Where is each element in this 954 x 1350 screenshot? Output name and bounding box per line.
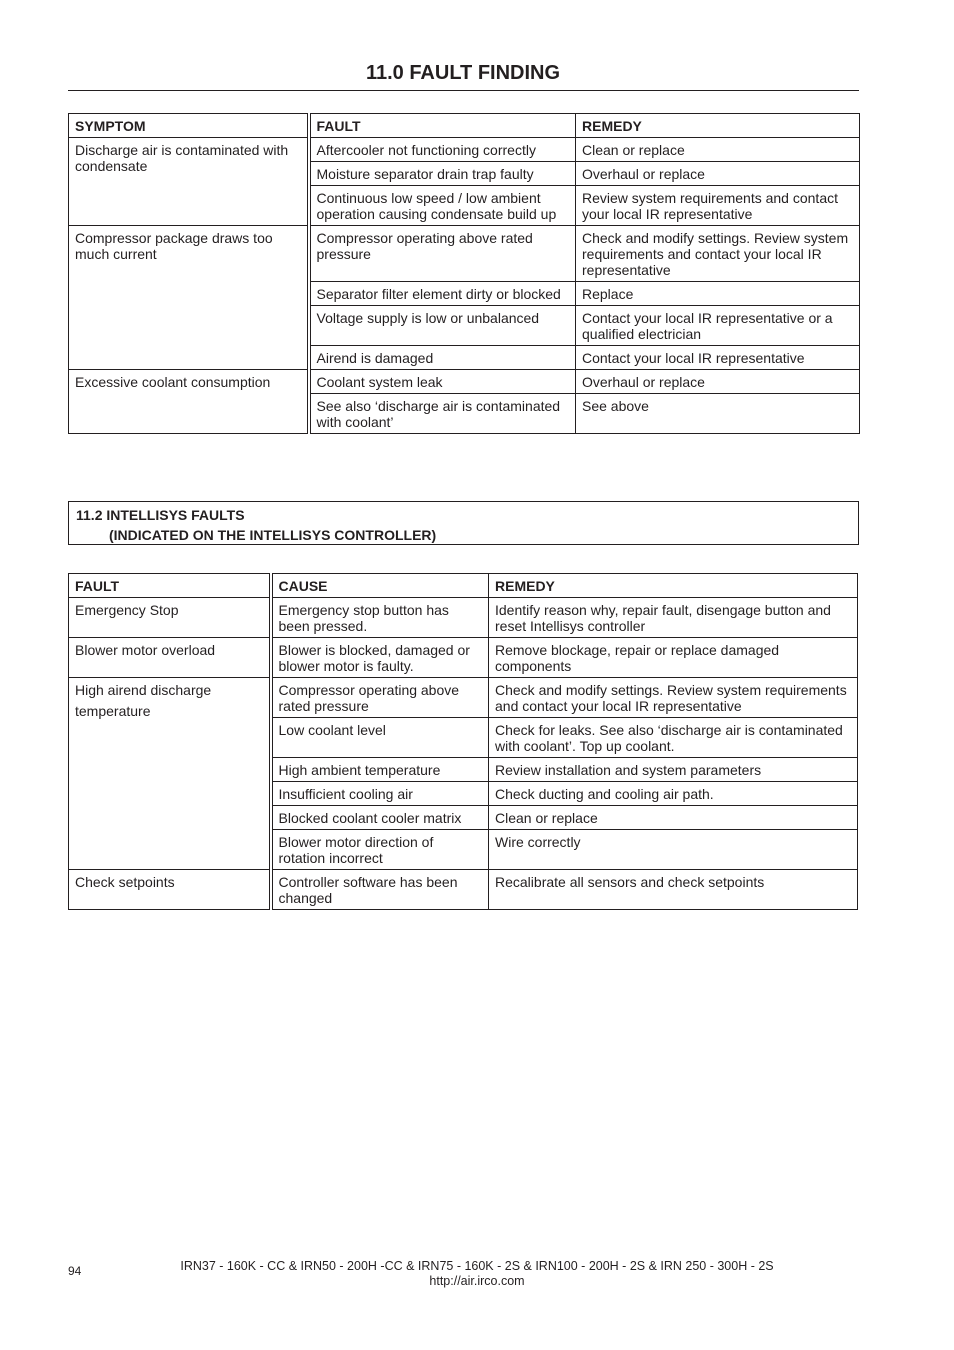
remedy-cell: Check ducting and cooling air path. <box>489 782 858 806</box>
symptom-cell: Compressor package draws too much current <box>69 226 309 370</box>
section-heading-line1: 11.2 INTELLISYS FAULTS <box>76 507 245 523</box>
page-title: 11.0 FAULT FINDING <box>365 62 561 84</box>
remedy-cell: Remove blockage, repair or replace damaged components <box>489 638 858 678</box>
remedy-cell: Check and modify settings. Review system requirements and contact your local IR representative <box>576 226 860 282</box>
fault-cell: Voltage supply is low or unbalanced <box>309 306 576 346</box>
fault-cell: Aftercooler not functioning correctly <box>309 138 576 162</box>
fault-cell: See also ‘discharge air is contaminated with coolant’ <box>309 394 576 434</box>
header-fault: FAULT <box>69 574 271 598</box>
table-row <box>69 598 858 638</box>
remedy-cell: Clean or replace <box>576 138 860 162</box>
remedy-cell: Clean or replace <box>489 806 858 830</box>
title-rule <box>68 90 859 91</box>
cause-cell: Blower is blocked, damaged or blower motor is faulty. <box>271 638 489 678</box>
header-remedy: REMEDY <box>576 114 860 138</box>
cause-cell: Blocked coolant cooler matrix <box>271 806 489 830</box>
symptom-cell: Discharge air is contaminated with condensate <box>69 138 309 226</box>
cause-cell: High ambient temperature <box>271 758 489 782</box>
cause-cell: Controller software has been changed <box>271 870 489 910</box>
header-remedy: REMEDY <box>489 574 858 598</box>
table-row <box>69 870 858 910</box>
cause-cell: Blower motor direction of rotation incorrect <box>271 830 489 870</box>
section-heading-intellisys <box>68 501 859 545</box>
footer-model-line: IRN37 - 160K - CC & IRN50 - 200H -CC & IRN75 - 160K - 2S & IRN100 - 200H - 2S & IRN 250 - 300H - 2S <box>180 1259 774 1273</box>
remedy-cell: Check and modify settings. Review system requirements and contact your local IR representative <box>489 678 858 718</box>
fault-finding-table <box>68 113 860 434</box>
fault-cell: High airend discharge temperature <box>69 678 271 870</box>
symptom-cell: Excessive coolant consumption <box>69 370 309 434</box>
remedy-cell: Contact your local IR representative or a qualified electrician <box>576 306 860 346</box>
remedy-cell: Replace <box>576 282 860 306</box>
fault-cell: Airend is damaged <box>309 346 576 370</box>
page-number: 94 <box>68 1264 82 1278</box>
footer <box>0 1259 954 1289</box>
remedy-cell: See above <box>576 394 860 434</box>
cause-cell: Insufficient cooling air <box>271 782 489 806</box>
fault-cell: Compressor operating above rated pressure <box>309 226 576 282</box>
header-fault: FAULT <box>309 114 576 138</box>
remedy-cell: Identify reason why, repair fault, disengage button and reset Intellisys controller <box>489 598 858 638</box>
remedy-cell: Recalibrate all sensors and check setpoints <box>489 870 858 910</box>
remedy-cell: Contact your local IR representative <box>576 346 860 370</box>
table-header-row <box>69 114 860 138</box>
header-cause: CAUSE <box>271 574 489 598</box>
fault-cell: Separator filter element dirty or blocked <box>309 282 576 306</box>
fault-cell: Coolant system leak <box>309 370 576 394</box>
remedy-cell: Review installation and system parameters <box>489 758 858 782</box>
remedy-cell: Overhaul or replace <box>576 162 860 186</box>
footer-url: http://air.irco.com <box>429 1274 525 1288</box>
table-row <box>69 138 860 162</box>
remedy-cell: Review system requirements and contact your local IR representative <box>576 186 860 226</box>
fault-cell: Continuous low speed / low ambient operation causing condensate build up <box>309 186 576 226</box>
table-row <box>69 226 860 282</box>
fault-cell: Moisture separator drain trap faulty <box>309 162 576 186</box>
intellisys-faults-table <box>68 573 858 910</box>
cause-cell: Low coolant level <box>271 718 489 758</box>
section-heading-line2: (INDICATED ON THE INTELLISYS CONTROLLER) <box>109 527 437 543</box>
remedy-cell: Wire correctly <box>489 830 858 870</box>
cause-cell: Emergency stop button has been pressed. <box>271 598 489 638</box>
table-header-row <box>69 574 858 598</box>
fault-cell: Emergency Stop <box>69 598 271 638</box>
header-symptom: SYMPTOM <box>69 114 309 138</box>
table-row <box>69 638 858 678</box>
cause-cell: Compressor operating above rated pressure <box>271 678 489 718</box>
table-row <box>69 678 858 718</box>
fault-cell: Blower motor overload <box>69 638 271 678</box>
remedy-cell: Check for leaks. See also ‘discharge air is contaminated with coolant’. Top up coolant. <box>489 718 858 758</box>
fault-cell: Check setpoints <box>69 870 271 910</box>
remedy-cell: Overhaul or replace <box>576 370 860 394</box>
table-row <box>69 370 860 394</box>
